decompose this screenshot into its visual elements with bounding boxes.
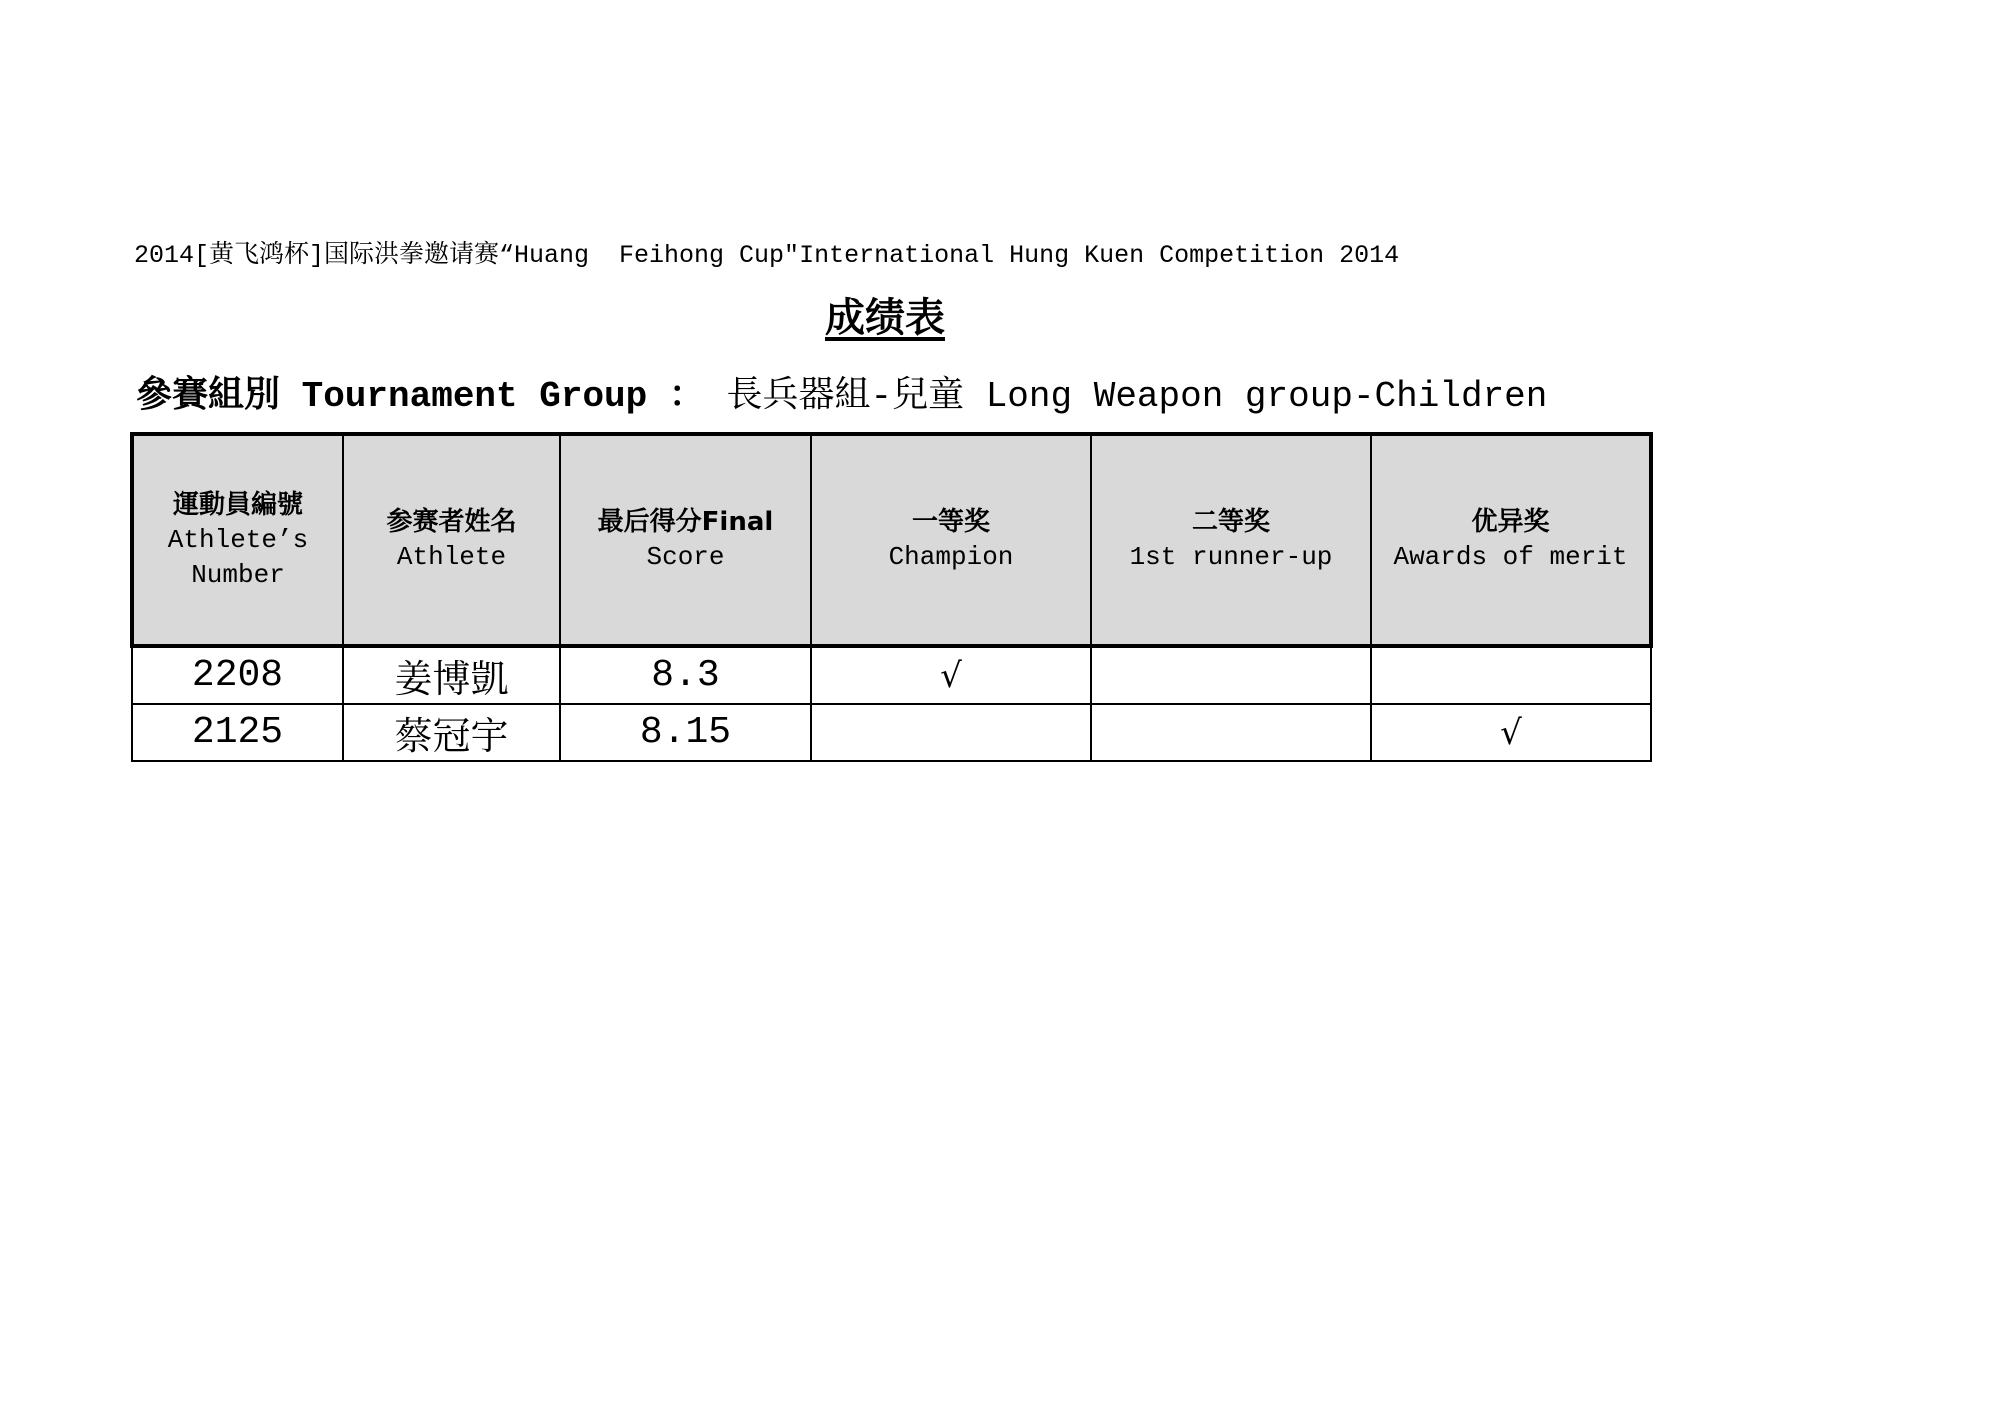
runner-up-check-cell [1091,646,1371,704]
athlete-name-cell: 姜博凱 [343,646,560,704]
results-table [130,432,1653,762]
results-table-body [132,646,1651,761]
table-row [132,646,1651,704]
champion-check-cell: √ [811,646,1091,704]
runner-up-check-cell [1091,704,1371,761]
header-athlete [343,434,560,646]
header-champion [811,434,1091,646]
header-runner-up [1091,434,1371,646]
header-athlete-number-en: Athlete’s Number [167,524,309,590]
champion-check-cell [811,704,1091,761]
sheet-title: 成绩表 [825,295,945,341]
header-athlete-number [132,434,343,646]
athlete-name-cell: 蔡冠宇 [343,704,560,761]
tournament-group-line [136,366,1547,417]
header-merit-zh: 优异奖 [1471,507,1550,537]
final-score-cell: 8.3 [560,646,811,704]
athlete-number-cell: 2125 [132,704,343,761]
header-runner-up-en: 1st runner-up [1129,542,1333,572]
header-final-score-zh: 最后得分Final [597,507,774,537]
header-athlete-zh: 参赛者姓名 [386,507,517,537]
merit-check-cell: √ [1371,704,1651,761]
tournament-group-label: 參賽組別 Tournament Group ： [136,376,705,417]
header-champion-zh: 一等奖 [911,507,990,537]
header-runner-up-zh: 二等奖 [1191,507,1270,537]
tournament-group-value: 長兵器組-兒童 Long Weapon group-Children [726,376,1548,417]
header-final-score-en: Score [646,542,725,572]
header-athlete-en: Athlete [396,542,507,572]
header-final-score [560,434,811,646]
header-row [132,434,1651,646]
header-athlete-number-zh: 運動員編號 [172,489,303,520]
table-row [132,704,1651,761]
final-score-cell: 8.15 [560,704,811,761]
results-table-header [132,434,1651,646]
competition-title: 2014[黄飞鸿杯]国际洪拳邀请赛“Huang Feihong Cup"International Hung Kuen Competition 2014 [134,241,1400,270]
merit-check-cell [1371,646,1651,704]
header-merit-en: Awards of merit [1393,542,1628,572]
header-merit [1371,434,1651,646]
header-champion-en: Champion [888,542,1014,572]
athlete-number-cell: 2208 [132,646,343,704]
